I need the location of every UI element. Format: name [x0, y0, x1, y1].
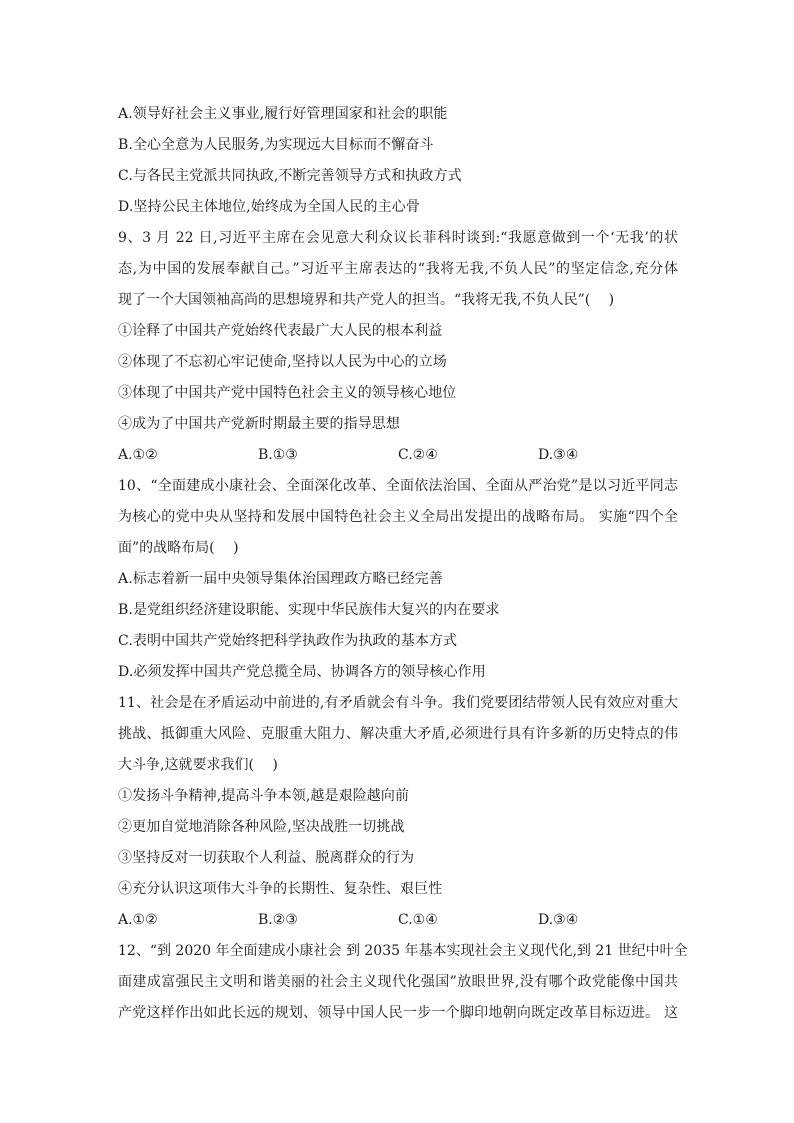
- q11-stem-line-3: 大斗争,这就要求我们( ): [118, 757, 278, 773]
- q9-statement-2: ②体现了不忘初心牢记使命,坚持以人民为中心的立场: [118, 354, 447, 370]
- question-11: [118, 688, 678, 936]
- q12-stem-line-2: 面建成富强民主文明和谐美丽的社会主义现代化强国”放眼世界,没有哪个政党能像中国共: [118, 974, 678, 990]
- q10-stem-line-2: 为核心的党中央从坚持和发展中国特色社会主义全局出发提出的战略布局。 实施“四个全: [118, 509, 678, 525]
- q11-stem-line-1: 11、社会是在矛盾运动中前进的,有矛盾就会有斗争。我们党要团结带领人民有效应对重大: [118, 695, 678, 711]
- question-10: [118, 471, 678, 688]
- q11-answer-d: D.③④: [538, 912, 579, 928]
- q9-statement-1: ①诠释了中国共产党始终代表最广大人民的根本利益: [118, 323, 443, 339]
- q11-statement-1: ①发扬斗争精神,提高斗争本领,越是艰险越向前: [118, 788, 410, 804]
- page-content: [118, 99, 688, 1029]
- q9-stem-line-3: 现了一个大国领袖高尚的思想境界和共产党人的担当。“我将无我,不负人民”( ): [118, 292, 615, 308]
- q9-stem-line-1: 9、3 月 22 日,习近平主席在会见意大利众议长菲科时谈到:“我愿意做到一个‘无我’的状: [118, 230, 678, 246]
- q10-stem-line-3: 面”的战略布局( ): [118, 540, 239, 556]
- q12-stem-line-3: 产党这样作出如此长远的规划、领导中国人民一步一个脚印地朝向既定改革目标迈进。 这: [118, 1005, 678, 1021]
- q11-answer-b: B.②③: [258, 912, 298, 928]
- q10-option-b: B.是党组织经济建设职能、实现中华民族伟大复兴的内在要求: [118, 602, 500, 618]
- q8-option-b: B.全心全意为人民服务,为实现远大目标而不懈奋斗: [118, 137, 434, 153]
- q9-answer-c: C.②④: [398, 447, 438, 463]
- q8-option-d: D.坚持公民主体地位,始终成为全国人民的主心骨: [118, 199, 420, 215]
- q9-statement-4: ④成为了中国共产党新时期最主要的指导思想: [118, 416, 400, 432]
- q9-answer-choices: [118, 440, 678, 471]
- q10-option-a: A.标志着新一届中央领导集体治国理政方略已经完善: [118, 571, 443, 587]
- q11-stem-line-2: 挑战、抵御重大风险、克服重大阻力、解决重大矛盾,必须进行具有许多新的历史特点的伟: [118, 726, 678, 742]
- q9-answer-a: A.①②: [118, 447, 158, 463]
- q10-stem-line-1: 10、“全面建成小康社会、全面深化改革、全面依法治国、全面从严治党”是以习近平同志: [118, 478, 678, 494]
- q9-statement-3: ③体现了中国共产党中国特色社会主义的领导核心地位: [118, 385, 457, 401]
- question-12: [118, 936, 688, 1029]
- q11-answer-choices: [118, 905, 678, 936]
- question-9: [118, 223, 678, 471]
- q11-answer-a: A.①②: [118, 912, 158, 928]
- q11-statement-3: ③坚持反对一切获取个人利益、脱离群众的行为: [118, 850, 415, 866]
- q9-stem-line-2: 态,为中国的发展奉献自己。”习近平主席表达的“我将无我,不负人民”的坚定信念,充分体: [118, 261, 678, 277]
- q11-statement-4: ④充分认识这项伟大斗争的长期性、复杂性、艰巨性: [118, 881, 443, 897]
- q9-answer-d: D.③④: [538, 447, 579, 463]
- q8-options: [118, 99, 678, 223]
- q11-answer-c: C.①④: [398, 912, 438, 928]
- q9-answer-b: B.①③: [258, 447, 298, 463]
- q11-statement-2: ②更加自觉地消除各种风险,坚决战胜一切挑战: [118, 819, 405, 835]
- q10-option-d: D.必须发挥中国共产党总揽全局、协调各方的领导核心作用: [118, 664, 486, 680]
- q10-option-c: C.表明中国共产党始终把科学执政作为执政的基本方式: [118, 633, 458, 649]
- q8-option-c: C.与各民主党派共同执政,不断完善领导方式和执政方式: [118, 168, 462, 184]
- q12-stem-line-1: 12、“到 2020 年全面建成小康社会 到 2035 年基本实现社会主义现代化,到 21 世纪中叶全: [118, 943, 688, 959]
- q8-option-a: A.领导好社会主义事业,履行好管理国家和社会的职能: [118, 106, 448, 122]
